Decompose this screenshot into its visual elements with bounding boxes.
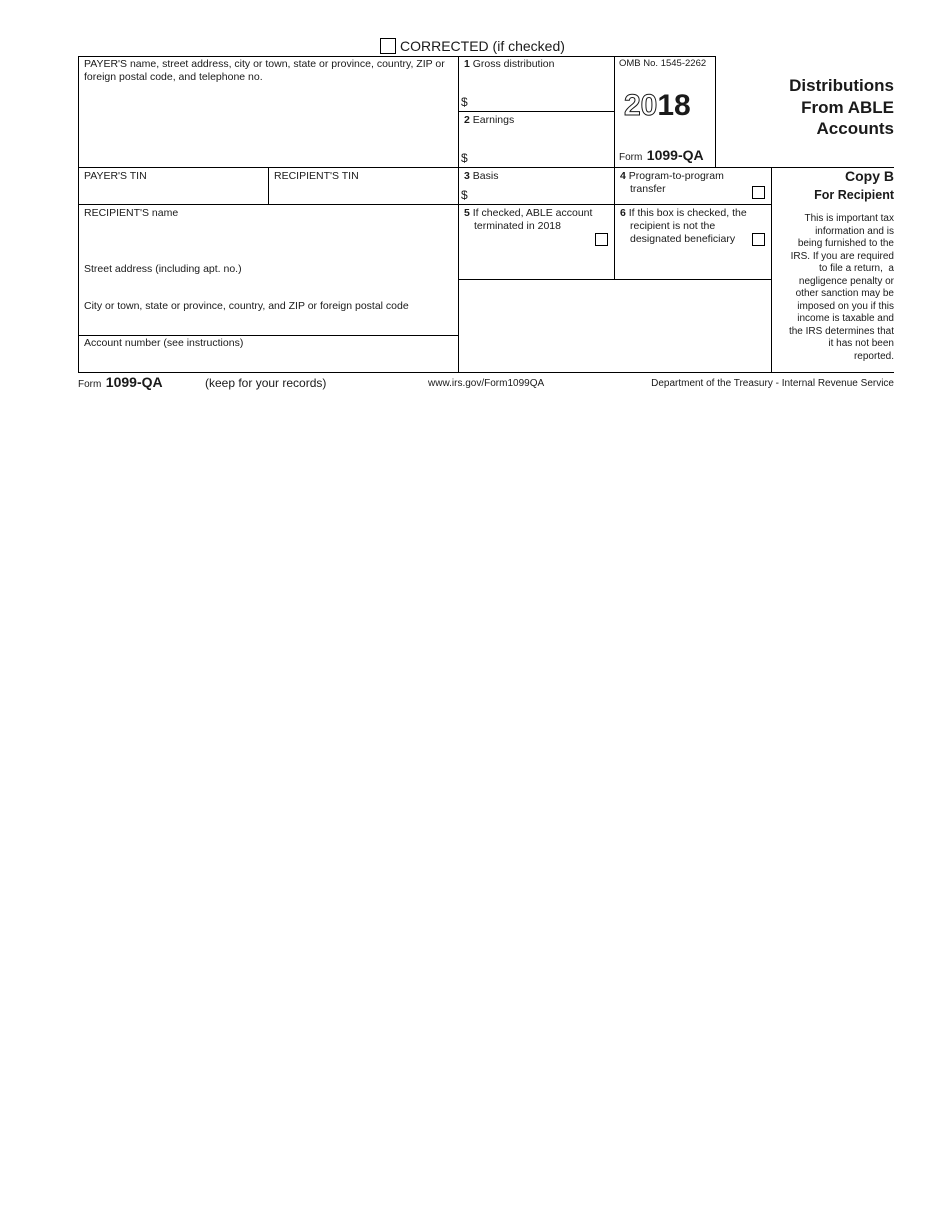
divider-payer-box1 <box>458 56 459 373</box>
box3-input[interactable] <box>472 185 610 202</box>
box1-text: Gross distribution <box>472 58 555 70</box>
footer-form-word: Form <box>78 379 102 390</box>
box2-number: 2 <box>464 114 470 126</box>
box1-currency: $ <box>461 95 468 109</box>
tax-year-prefix: 20 <box>624 89 658 122</box>
footer-form-number: 1099-QA <box>105 374 163 390</box>
notice-line: reported. <box>853 350 894 362</box>
box6-text-line1: If this box is checked, the <box>628 207 747 219</box>
notice-line: information and is <box>815 225 894 237</box>
box6-text-line3: designated beneficiary <box>630 233 736 245</box>
notice-line: it has not been <box>828 338 894 349</box>
box3-text: Basis <box>472 170 499 182</box>
tax-year <box>624 89 691 123</box>
form-top-border <box>78 56 716 57</box>
form-title-line1: Distributions <box>789 76 894 95</box>
form-title-line2: From ABLE <box>801 97 894 117</box>
divider-box5-blank <box>458 279 772 280</box>
notice-line: IRS. If you are required <box>790 250 894 262</box>
notice-line: imposed on you if this <box>797 300 894 312</box>
box2-input[interactable] <box>472 148 610 165</box>
street-input[interactable] <box>80 278 456 298</box>
divider-box1-box2 <box>458 111 615 112</box>
footer-url: www.irs.gov/Form1099QA <box>428 378 545 389</box>
form-bottom-border <box>78 372 894 373</box>
box6-text-line2: recipient is not the <box>630 220 716 232</box>
footer-form-id <box>78 374 163 392</box>
form-title-line3: Accounts <box>816 119 894 138</box>
corrected-label: CORRECTED (if checked) <box>400 38 565 54</box>
notice-line: This is important tax <box>804 213 894 224</box>
box5-text-line2: terminated in 2018 <box>474 220 561 232</box>
box2-currency: $ <box>461 151 468 165</box>
box1-label <box>464 58 554 71</box>
recipient-name-label: RECIPIENT'S name <box>84 207 179 219</box>
notice-line: being furnished to the <box>797 238 894 249</box>
recipient-tin-input[interactable] <box>270 184 456 202</box>
account-input[interactable] <box>80 352 456 371</box>
form-title <box>789 75 894 140</box>
city-input[interactable] <box>80 315 456 334</box>
form-id-header <box>619 147 704 165</box>
footer-department: Department of the Treasury - Internal Revenue Service <box>651 378 894 389</box>
box2-text: Earnings <box>472 114 515 126</box>
box5-label <box>464 207 592 233</box>
form-number: 1099-QA <box>646 147 704 163</box>
recipient-name-input[interactable] <box>80 222 456 260</box>
city-label: City or town, state or province, country, and ZIP or foreign postal code <box>84 300 409 312</box>
street-label: Street address (including apt. no.) <box>84 263 242 275</box>
box4-text-line2: transfer <box>630 183 666 195</box>
box2-label <box>464 114 514 127</box>
copy-title: Copy B <box>845 168 894 184</box>
recipient-tin-label: RECIPIENT'S TIN <box>274 170 359 182</box>
box6-label <box>620 207 747 246</box>
box6-checkbox[interactable] <box>752 233 765 246</box>
notice-line: to file a return, a <box>818 263 894 274</box>
notice-text <box>789 213 894 363</box>
box4-text-line1: Program-to-program <box>628 170 724 182</box>
box3-number: 3 <box>464 170 470 182</box>
box4-label <box>620 170 724 196</box>
box6-number: 6 <box>620 207 626 219</box>
divider-row2-row3 <box>78 204 772 205</box>
divider-tins <box>268 167 269 205</box>
box3-currency: $ <box>461 188 468 202</box>
box1-number: 1 <box>464 58 470 70</box>
box5-number: 5 <box>464 207 470 219</box>
account-label: Account number (see instructions) <box>84 337 244 349</box>
form-left-border <box>78 56 79 373</box>
notice-line: other sanction may be <box>795 288 894 299</box>
box5-checkbox[interactable] <box>595 233 608 246</box>
notice-line: the IRS determines that <box>788 325 894 337</box>
box4-number: 4 <box>620 170 626 182</box>
copy-left-border <box>771 167 772 373</box>
copy-subtitle: For Recipient <box>814 188 894 202</box>
corrected-checkbox[interactable] <box>380 38 396 54</box>
footer-keep-records: (keep for your records) <box>205 376 327 390</box>
box3-label <box>464 170 498 183</box>
box4-checkbox[interactable] <box>752 186 765 199</box>
notice-line: negligence penalty or <box>798 275 894 287</box>
payer-tin-input[interactable] <box>80 184 266 202</box>
box5-text-line1: If checked, ABLE account <box>472 207 593 219</box>
omb-right-border <box>715 56 716 167</box>
tax-year-suffix: 18 <box>657 89 691 122</box>
box1-input[interactable] <box>472 92 610 109</box>
form-word: Form <box>619 152 643 163</box>
notice-line: income is taxable and <box>797 313 894 324</box>
payer-label: PAYER'S name, street address, city or town, state or province, country, ZIP or foreign postal code, and telephone no. <box>84 58 445 83</box>
payer-input-area[interactable] <box>80 86 456 165</box>
omb-number: OMB No. 1545-2262 <box>619 58 707 69</box>
payer-tin-label: PAYER'S TIN <box>84 170 147 182</box>
divider-city-account <box>78 335 459 336</box>
